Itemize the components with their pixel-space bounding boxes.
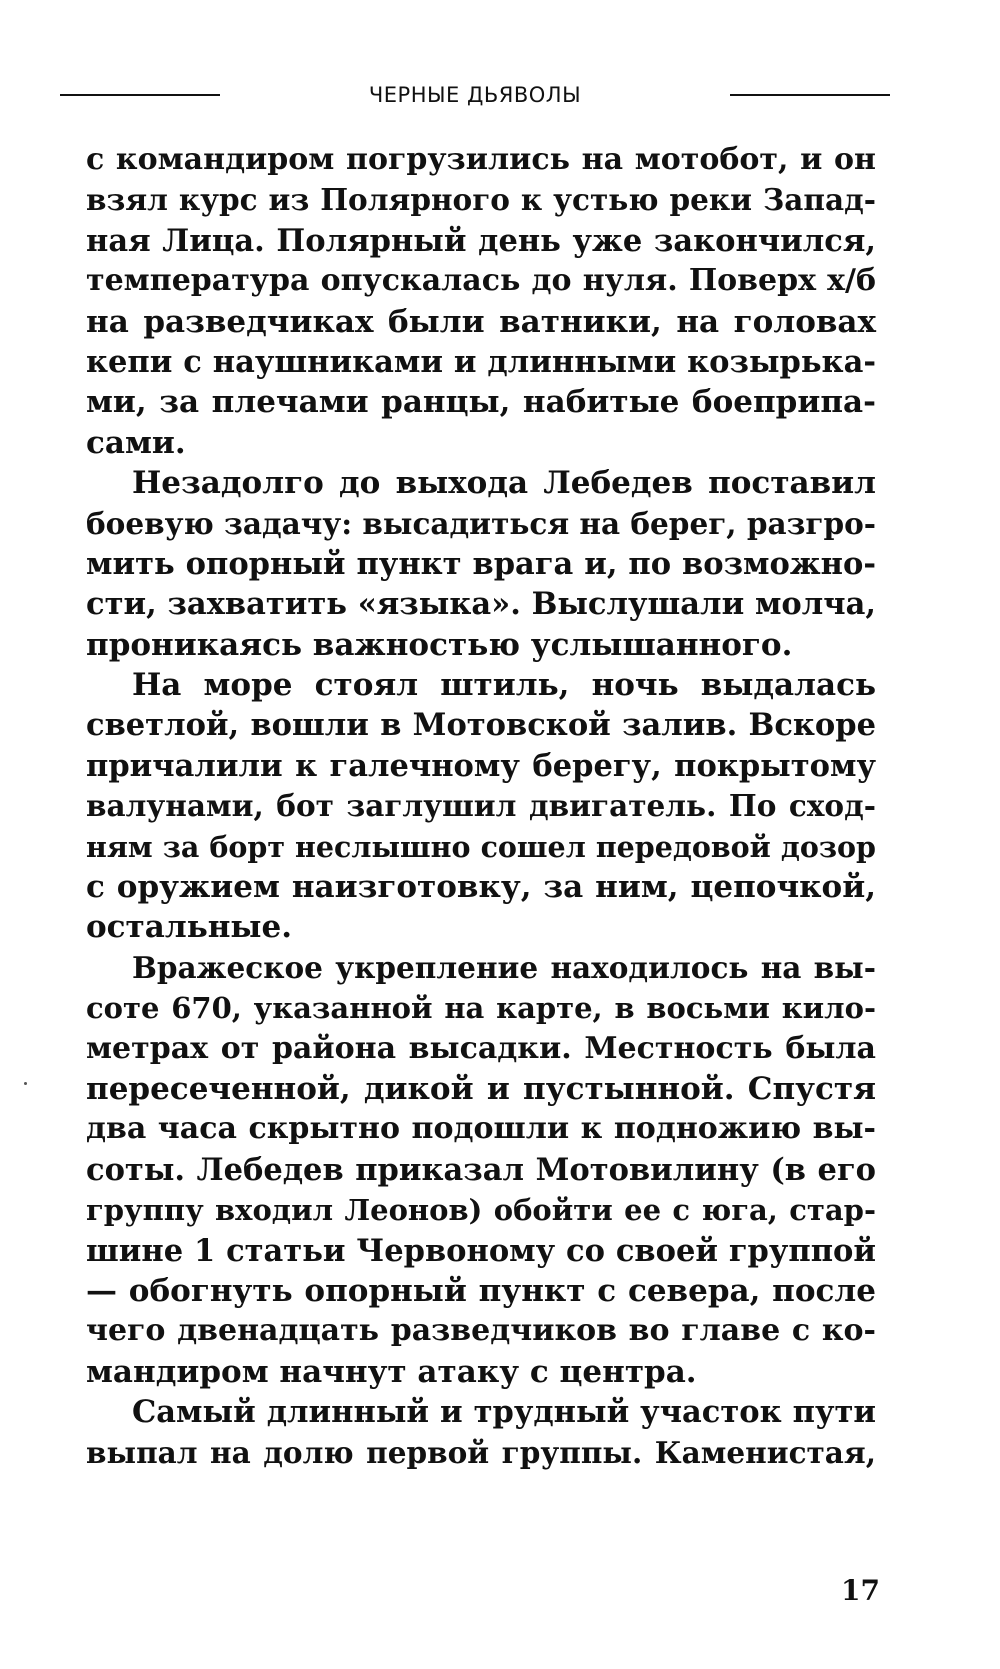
- header-rule-right: [730, 94, 890, 96]
- text-line: соты. Лебедев приказал Мотовилину (в его: [86, 1151, 876, 1188]
- text-line: — обогнуть опорный пункт с севера, после: [86, 1272, 876, 1309]
- text-line: проникаясь важностью услышанного.: [86, 626, 793, 663]
- text-line: на разведчиках были ватники, на головах: [86, 303, 876, 340]
- running-header: [60, 78, 890, 112]
- text-line: сами.: [86, 424, 186, 461]
- running-header-title: ЧЕРНЫЕ ДЬЯВОЛЫ: [368, 83, 582, 107]
- text-line: группу входил Леонов) обойти ее с юга, стар-: [86, 1193, 876, 1228]
- text-line: Незадолго до выхода Лебедев поставил: [132, 465, 876, 502]
- text-line: ням за борт неслышно сошел передовой дозор: [86, 829, 876, 864]
- text-line: Вражеское укрепление находилось на вы-: [132, 949, 876, 985]
- text-line: выпал на долю первой группы. Каменистая,: [86, 1434, 876, 1470]
- text-line: остальные.: [86, 909, 293, 946]
- text-line: пересеченной, дикой и пустынной. Спустя: [86, 1070, 876, 1107]
- text-line: сти, захватить «языка». Выслушали молча,: [86, 586, 876, 623]
- text-line: с оружием наизготовку, за ним, цепочкой,: [86, 869, 876, 906]
- text-line: боевую задачу: высадиться на берег, разгро-: [86, 505, 877, 541]
- scan-speck: [24, 1082, 27, 1085]
- page-number: 17: [841, 1574, 880, 1607]
- text-line: кепи с наушниками и длинными козырька-: [86, 343, 876, 380]
- text-line: соте 670, указанной на карте, в восьми кило-: [86, 991, 876, 1026]
- text-line: шине 1 статьи Червоному со своей группой: [86, 1232, 876, 1269]
- text-line: ми, за плечами ранцы, набитые боеприпа-: [86, 384, 876, 421]
- text-line: мить опорный пункт врага и, по возможно-: [86, 545, 876, 582]
- text-line: чего двенадцать разведчиков во главе с ко-: [86, 1313, 876, 1349]
- text-line: причалили к галечному берегу, покрытому: [86, 747, 876, 784]
- text-line: температура опускалась до нуля. Поверх х/б: [86, 263, 876, 299]
- text-line: два часа скрытно подошли к подножию вы-: [86, 1111, 876, 1147]
- text-line: мандиром начнут атаку с центра.: [86, 1353, 697, 1390]
- text-line: валунами, бот заглушил двигатель. По сход-: [86, 788, 876, 824]
- text-line: метрах от района высадки. Местность была: [86, 1030, 876, 1066]
- text-line: взял курс из Полярного к устью реки Запад-: [86, 182, 876, 218]
- header-rule-left: [60, 94, 220, 96]
- text-line: На море стоял штиль, ночь выдалась: [132, 667, 876, 704]
- text-line: светлой, вошли в Мотовской залив. Вскоре: [86, 707, 876, 744]
- text-line: с командиром погрузились на мотобот, и он: [86, 142, 876, 177]
- body-text: [86, 140, 876, 1473]
- text-line: Самый длинный и трудный участок пути: [132, 1394, 876, 1431]
- text-line: ная Лица. Полярный день уже закончился,: [86, 222, 876, 259]
